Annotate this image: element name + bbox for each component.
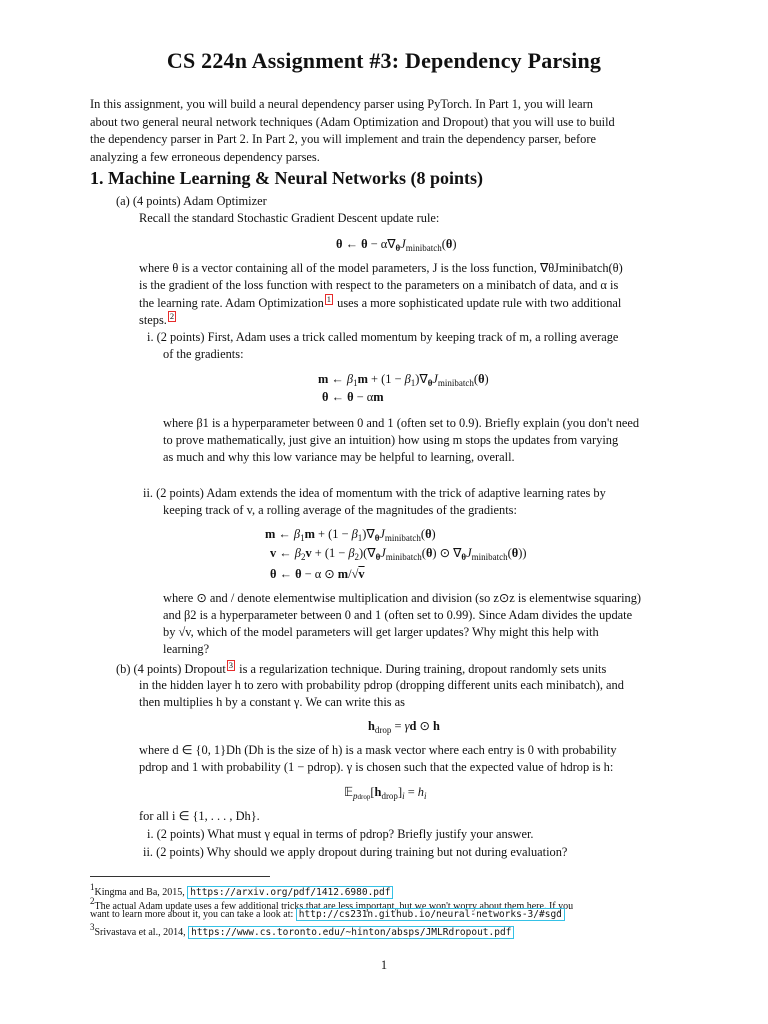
part-a-ii-after-2: and β2 is a hyperparameter between 0 and 1 (often set to 0.99). Since Adam divides the update xyxy=(163,608,633,622)
part-a-ii-after-3: by √v, which of the model parameters will get larger updates? Why might this help with xyxy=(163,625,599,639)
part-a-text-3b: uses a more sophisticated update rule with two additional xyxy=(334,296,622,310)
footnote-1-text: Kingma and Ba, 2015, xyxy=(94,887,188,898)
adam-equation-v: v ← $\beta_2v + (1 - \beta_2)(\nabla_\theta J_{minibatch}(\theta)$ ⊙ $\nabla_\theta J_{minibatch}(\theta)$) xyxy=(270,546,527,562)
part-a-ii-line-1: ii. (2 points) Adam extends the idea of momentum with the trick of adaptive learning rates by xyxy=(143,486,606,500)
expectation-equation: $𝔼_{pdrop}[h_{drop}]_i = h_i$ xyxy=(344,785,427,801)
footnote-3 xyxy=(90,921,514,939)
footnote-rule xyxy=(90,876,270,877)
dropout-equation: $h_{drop} = \gamma d$ ⊙ h xyxy=(368,719,440,735)
part-a-text-3 xyxy=(139,294,621,313)
part-b-heading-b: is a regularization technique. During training, dropout randomly sets units xyxy=(236,662,607,676)
part-b-forall: for all i ∈ {1, . . . , Dh}. xyxy=(139,809,260,823)
sgd-update-equation: θ ← $\theta - \alpha\nabla_\theta J_{minibatch}(\theta)$ xyxy=(336,237,457,253)
footnote-3-link[interactable]: https://www.cs.toronto.edu/~hinton/absps/JMLRdropout.pdf xyxy=(188,926,514,939)
part-a-i-after-3: as much and why this low variance may be helpful to learning, overall. xyxy=(163,450,515,464)
footnote-3-text: Srivastava et al., 2014, xyxy=(94,927,189,938)
page-number: 1 xyxy=(380,958,388,972)
adam-equation-m: m ← $\beta_1m + (1 - \beta_1)\nabla_\theta J_{minibatch}(\theta)$ xyxy=(265,527,436,543)
intro-line-3: the dependency parser in Part 2. In Part 2, you will implement and train the dependency parser, before xyxy=(90,132,596,146)
section-heading-1: 1. Machine Learning & Neural Networks (8 points) xyxy=(90,168,483,188)
footnote-ref-3[interactable]: 3 xyxy=(228,660,234,670)
part-b-heading-a: (b) (4 points) Dropout xyxy=(116,662,226,676)
footnote-2-cont xyxy=(90,908,565,921)
part-a-i-after-1: where β1 is a hyperparameter between 0 and 1 (often set to 0.9). Briefly explain (you don't need xyxy=(163,416,640,430)
intro-line-2: about two general neural network techniques (Adam Optimization and Dropout) that you will use to build xyxy=(90,114,615,129)
footnote-3-mark: 3 xyxy=(90,922,95,932)
part-b-text-2: then multiplies h by a constant γ. We can write this as xyxy=(139,695,405,709)
part-b-i: i. (2 points) What must γ equal in terms of pdrop? Briefly justify your answer. xyxy=(147,827,534,841)
footnote-ref-2[interactable]: 2 xyxy=(169,311,175,321)
part-b-after-2: pdrop and 1 with probability (1 − pdrop). γ is chosen such that the expected value of hdrop is h: xyxy=(139,760,614,774)
part-a-ii-after-1: where ⊙ and / denote elementwise multiplication and division (so z⊙z is elementwise squaring) xyxy=(163,591,642,605)
part-a-i-line-2: of the gradients: xyxy=(163,347,244,361)
footnote-2-text: The actual Adam update uses a few additional tricks that are less important, but we won't worry about them here. If you xyxy=(94,901,574,912)
part-b-after-1: where d ∈ {0, 1}Dh (Dh is the size of h) is a mask vector where each entry is 0 with probability xyxy=(139,743,617,757)
part-b-text-1: in the hidden layer h to zero with probability pdrop (dropping different units each minibatch), and xyxy=(139,678,624,692)
footnote-ref-1[interactable]: 1 xyxy=(326,294,332,304)
part-a-text-3a: the learning rate. Adam Optimization xyxy=(139,296,324,310)
momentum-equation-theta: θ ← θ − αm xyxy=(322,390,384,404)
intro-line-4: analyzing a few erroneous dependency parses. xyxy=(90,149,320,164)
part-a-i-line-1: i. (2 points) First, Adam uses a trick called momentum by keeping track of m, a rolling average xyxy=(147,330,619,344)
part-a-ii-line-2: keeping track of v, a rolling average of the magnitudes of the gradients: xyxy=(163,503,517,517)
footnote-2-link[interactable]: http://cs231n.github.io/neural-networks-3/#sgd xyxy=(296,908,565,921)
part-a-heading: (a) (4 points) Adam Optimizer xyxy=(116,194,267,208)
part-a-recall: Recall the standard Stochastic Gradient Descent update rule: xyxy=(139,211,440,225)
part-a-text-1: where θ is a vector containing all of the model parameters, J is the loss function, ∇θJminibatch(θ) xyxy=(139,261,623,275)
part-a-i-after-2: to prove mathematically, just give an intuition) how using m stops the updates from varying xyxy=(163,433,619,447)
part-a-text-4a: steps. xyxy=(139,313,167,327)
adam-equation-theta: θ ← θ − α ⊙ m/√v xyxy=(270,567,365,581)
footnote-1-link[interactable]: https://arxiv.org/pdf/1412.6980.pdf xyxy=(187,886,393,899)
part-a-text-4 xyxy=(139,311,177,330)
part-b-ii: ii. (2 points) Why should we apply dropout during training but not during evaluation? xyxy=(143,845,568,859)
momentum-equation-m: m ← $\beta_1m + (1 - \beta_1)\nabla_\theta J_{minibatch}(\theta)$ xyxy=(318,372,489,388)
footnote-1-mark: 1 xyxy=(90,882,95,892)
footnote-2-text-2: want to learn more about it, you can take a look at: xyxy=(90,909,296,920)
part-a-ii-after-4: learning? xyxy=(163,642,210,656)
part-a-text-2: is the gradient of the loss function with respect to the parameters on a minibatch of data, and α is xyxy=(139,278,619,292)
intro-line-1: In this assignment, you will build a neural dependency parser using PyTorch. In Part 1, you will learn xyxy=(90,97,593,111)
footnote-2-mark: 2 xyxy=(90,896,95,906)
part-b-heading xyxy=(116,660,606,679)
page-title: CS 224n Assignment #3: Dependency Parsing xyxy=(166,48,602,73)
